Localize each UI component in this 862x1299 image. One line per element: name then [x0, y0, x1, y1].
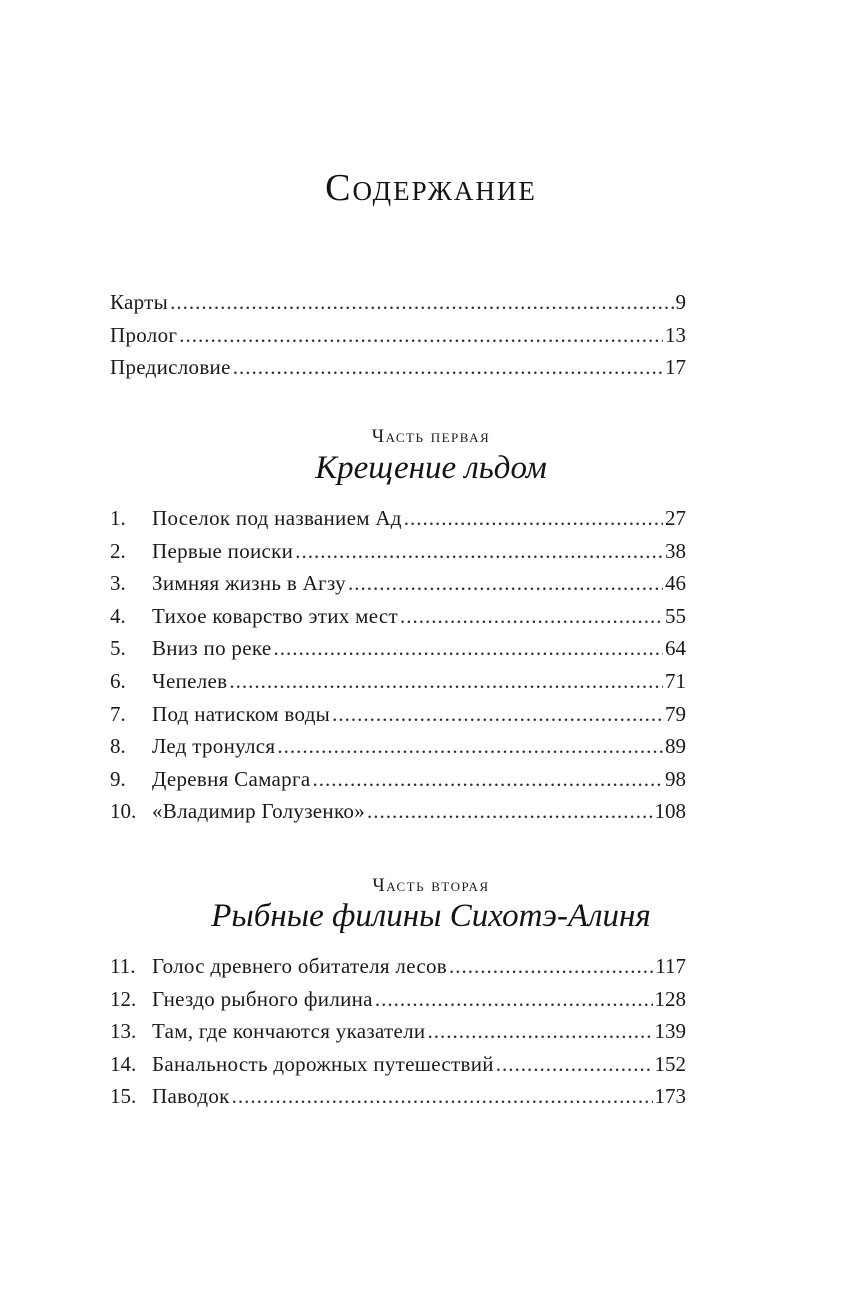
entry-label: Пролог	[110, 322, 178, 347]
toc-entry[interactable]	[110, 636, 686, 669]
toc-entry[interactable]	[110, 506, 686, 539]
entry-label: Под натиском воды	[152, 701, 331, 726]
entry-page: 117	[655, 954, 686, 978]
entry-page: 89	[665, 734, 686, 759]
dot-leader	[232, 1084, 653, 1109]
dot-leader	[404, 506, 663, 531]
chapter-number: 12.	[110, 986, 137, 1011]
toc-entry[interactable]	[110, 1084, 686, 1117]
toc-entry[interactable]	[110, 669, 686, 702]
toc-entry[interactable]	[110, 734, 686, 767]
dot-leader	[170, 290, 673, 315]
toc-entry[interactable]	[110, 1019, 686, 1052]
part-one-chapter-list	[110, 506, 686, 832]
entry-page: 27	[665, 506, 686, 530]
chapter-number: 14.	[110, 1051, 137, 1076]
entry-label: Чепелев	[152, 668, 228, 693]
chapter-number: 10.	[110, 799, 137, 824]
chapter-number: 15.	[110, 1084, 137, 1109]
entry-label: Там, где кончаются указатели	[152, 1019, 426, 1044]
chapter-number: 8.	[110, 734, 126, 759]
entry-page: 55	[665, 603, 686, 628]
entry-page: 46	[665, 571, 686, 596]
entry-label: Тихое коварство этих мест	[152, 603, 398, 628]
entry-page: 173	[654, 1084, 686, 1109]
entry-label: Банальность дорожных путешествий	[152, 1051, 494, 1076]
entry-page: 13	[665, 322, 686, 347]
entry-page: 17	[665, 355, 686, 380]
chapter-number: 2.	[110, 538, 126, 563]
dot-leader	[313, 767, 663, 792]
entry-label: Паводок	[152, 1084, 230, 1109]
toc-entry[interactable]	[110, 604, 686, 637]
dot-leader	[273, 636, 663, 661]
toc-entry[interactable]	[110, 571, 686, 604]
entry-page: 139	[654, 1019, 686, 1044]
page-title: Содержание	[325, 167, 537, 209]
part-kicker: Часть вторая	[372, 875, 490, 896]
dot-leader	[295, 539, 663, 564]
dot-leader	[375, 987, 653, 1012]
chapter-number: 5.	[110, 636, 126, 661]
chapter-number: 1.	[110, 506, 126, 530]
part-kicker: Часть первая	[371, 426, 491, 447]
entry-label: Поселок под названием Ад	[152, 506, 402, 530]
chapter-number: 11.	[110, 954, 136, 978]
entry-page: 152	[654, 1051, 686, 1076]
toc-entry[interactable]	[110, 767, 686, 800]
dot-leader	[400, 604, 663, 629]
entry-label: Голос древнего обитателя лесов	[152, 954, 447, 978]
toc-entry[interactable]	[110, 702, 686, 735]
chapter-number: 4.	[110, 603, 126, 628]
dot-leader	[277, 734, 663, 759]
entry-page: 64	[665, 636, 686, 661]
toc-entry[interactable]	[110, 355, 686, 388]
toc-entry[interactable]	[110, 799, 686, 832]
toc-entry[interactable]	[110, 954, 686, 987]
part-title: Крещение льдом	[315, 450, 547, 486]
chapter-number: 13.	[110, 1019, 137, 1044]
dot-leader	[233, 355, 663, 380]
entry-page: 108	[654, 799, 686, 824]
dot-leader	[179, 323, 663, 348]
dot-leader	[496, 1052, 653, 1077]
dot-leader	[348, 571, 663, 596]
dot-leader	[449, 954, 653, 979]
entry-page: 71	[665, 668, 686, 693]
toc-entry[interactable]	[110, 987, 686, 1020]
dot-leader	[332, 702, 663, 727]
dot-leader	[229, 669, 663, 694]
entry-label: «Владимир Голузенко»	[152, 799, 365, 824]
entry-page: 98	[665, 766, 686, 791]
toc-entry[interactable]	[110, 539, 686, 572]
part-title: Рыбные филины Сихотэ-Алиня	[211, 898, 651, 934]
entry-label: Первые поиски	[152, 538, 294, 563]
dot-leader	[427, 1019, 652, 1044]
part-two-chapter-list	[110, 954, 686, 1117]
entry-page: 9	[675, 290, 686, 314]
chapter-number: 6.	[110, 668, 126, 693]
chapter-number: 9.	[110, 766, 126, 791]
toc-entry[interactable]	[110, 323, 686, 356]
entry-label: Лед тронулся	[152, 734, 276, 759]
chapter-number: 7.	[110, 701, 126, 726]
entry-page: 79	[665, 701, 686, 726]
toc-entry[interactable]	[110, 290, 686, 323]
entry-label: Зимняя жизнь в Агзу	[152, 571, 346, 596]
entry-page: 128	[654, 986, 686, 1011]
entry-page: 38	[665, 538, 686, 563]
front-matter-list	[110, 290, 686, 388]
toc-entry[interactable]	[110, 1052, 686, 1085]
entry-label: Карты	[110, 290, 169, 314]
entry-label: Деревня Самарга	[152, 766, 311, 791]
chapter-number: 3.	[110, 571, 126, 596]
dot-leader	[367, 799, 653, 824]
entry-label: Предисловие	[110, 355, 231, 380]
entry-label: Гнездо рыбного филина	[152, 986, 373, 1011]
entry-label: Вниз по реке	[152, 636, 272, 661]
